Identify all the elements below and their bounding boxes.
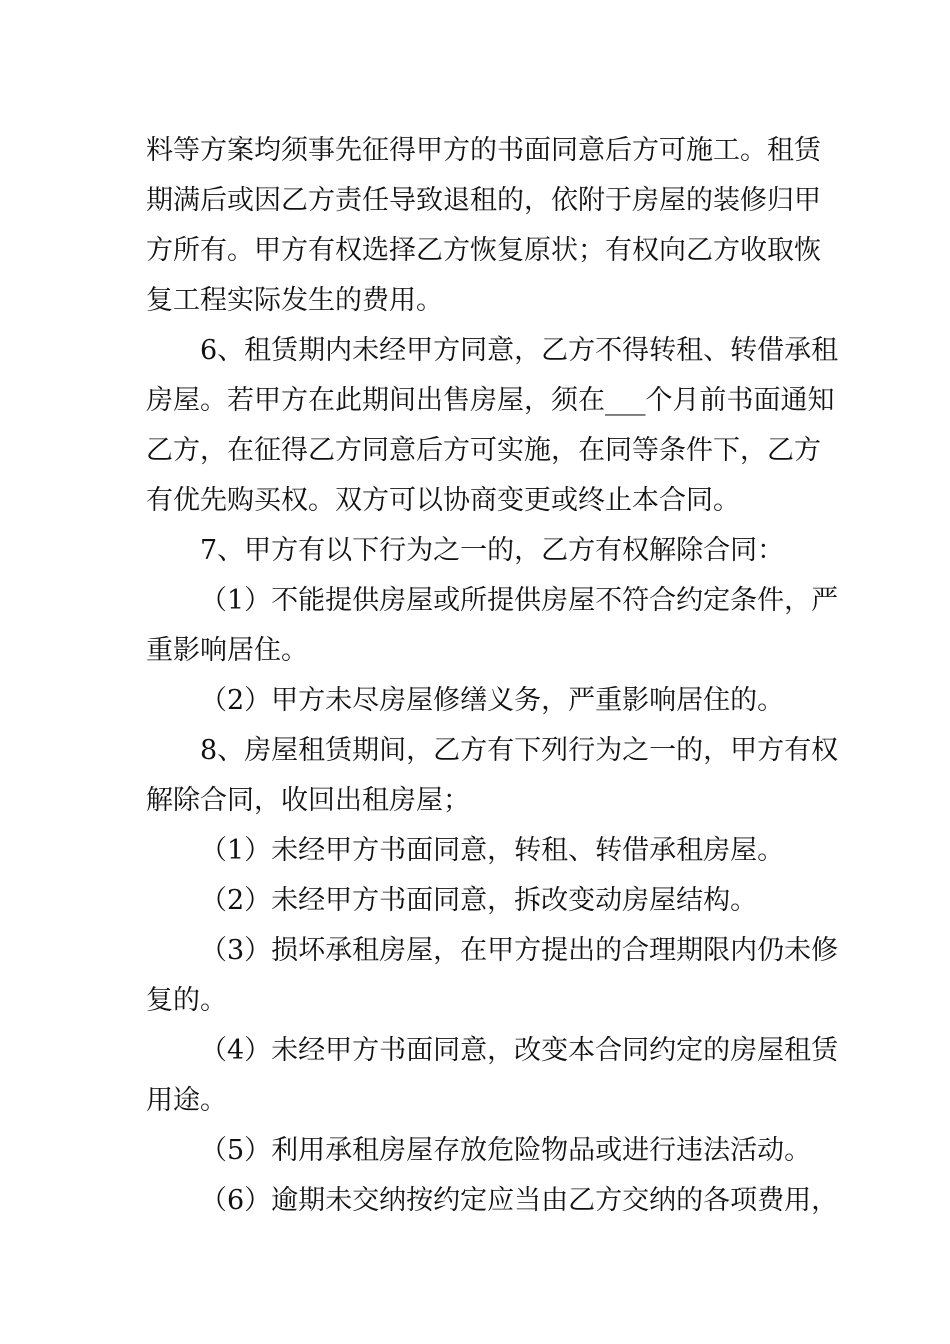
- text-line: 乙方，在征得乙方同意后方可实施，在同等条件下，乙方: [146, 435, 821, 466]
- text-line: 房屋。若甲方在此期间出售房屋，须在___个月前书面通知: [146, 385, 835, 416]
- text-line: （5）利用承租房屋存放危险物品或进行违法活动。: [200, 1135, 812, 1166]
- text-line: （4）未经甲方书面同意，改变本合同约定的房屋租赁: [200, 1035, 839, 1066]
- text-line: 8、房屋租赁期间，乙方有下列行为之一的，甲方有权: [200, 735, 839, 766]
- text-line: （3）损坏承租房屋，在甲方提出的合理期限内仍未修: [200, 935, 839, 966]
- text-line: （1）未经甲方书面同意，转租、转借承租房屋。: [200, 835, 785, 866]
- text-line: （6）逾期未交纳按约定应当由乙方交纳的各项费用，: [200, 1185, 839, 1216]
- text-line: 期满后或因乙方责任导致退租的，依附于房屋的装修归甲: [146, 185, 821, 216]
- text-line: 用途。: [146, 1085, 227, 1116]
- text-line: 7、甲方有以下行为之一的，乙方有权解除合同：: [200, 535, 785, 566]
- text-line: （2）甲方未尽房屋修缮义务，严重影响居住的。: [200, 685, 785, 716]
- text-line: 重影响居住。: [146, 635, 308, 666]
- text-line: 有优先购买权。双方可以协商变更或终止本合同。: [146, 485, 740, 516]
- text-line: （2）未经甲方书面同意，拆改变动房屋结构。: [200, 885, 758, 916]
- text-line: 6、租赁期内未经甲方同意，乙方不得转租、转借承租: [200, 335, 839, 366]
- text-line: 解除合同，收回出租房屋；: [146, 785, 470, 816]
- text-line: 复工程实际发生的费用。: [146, 285, 443, 316]
- text-line: 方所有。甲方有权选择乙方恢复原状；有权向乙方收取恢: [146, 235, 821, 266]
- text-line: （1）不能提供房屋或所提供房屋不符合约定条件，严: [200, 585, 839, 616]
- text-line: 料等方案均须事先征得甲方的书面同意后方可施工。租赁: [146, 135, 821, 166]
- text-line: 复的。: [146, 985, 227, 1016]
